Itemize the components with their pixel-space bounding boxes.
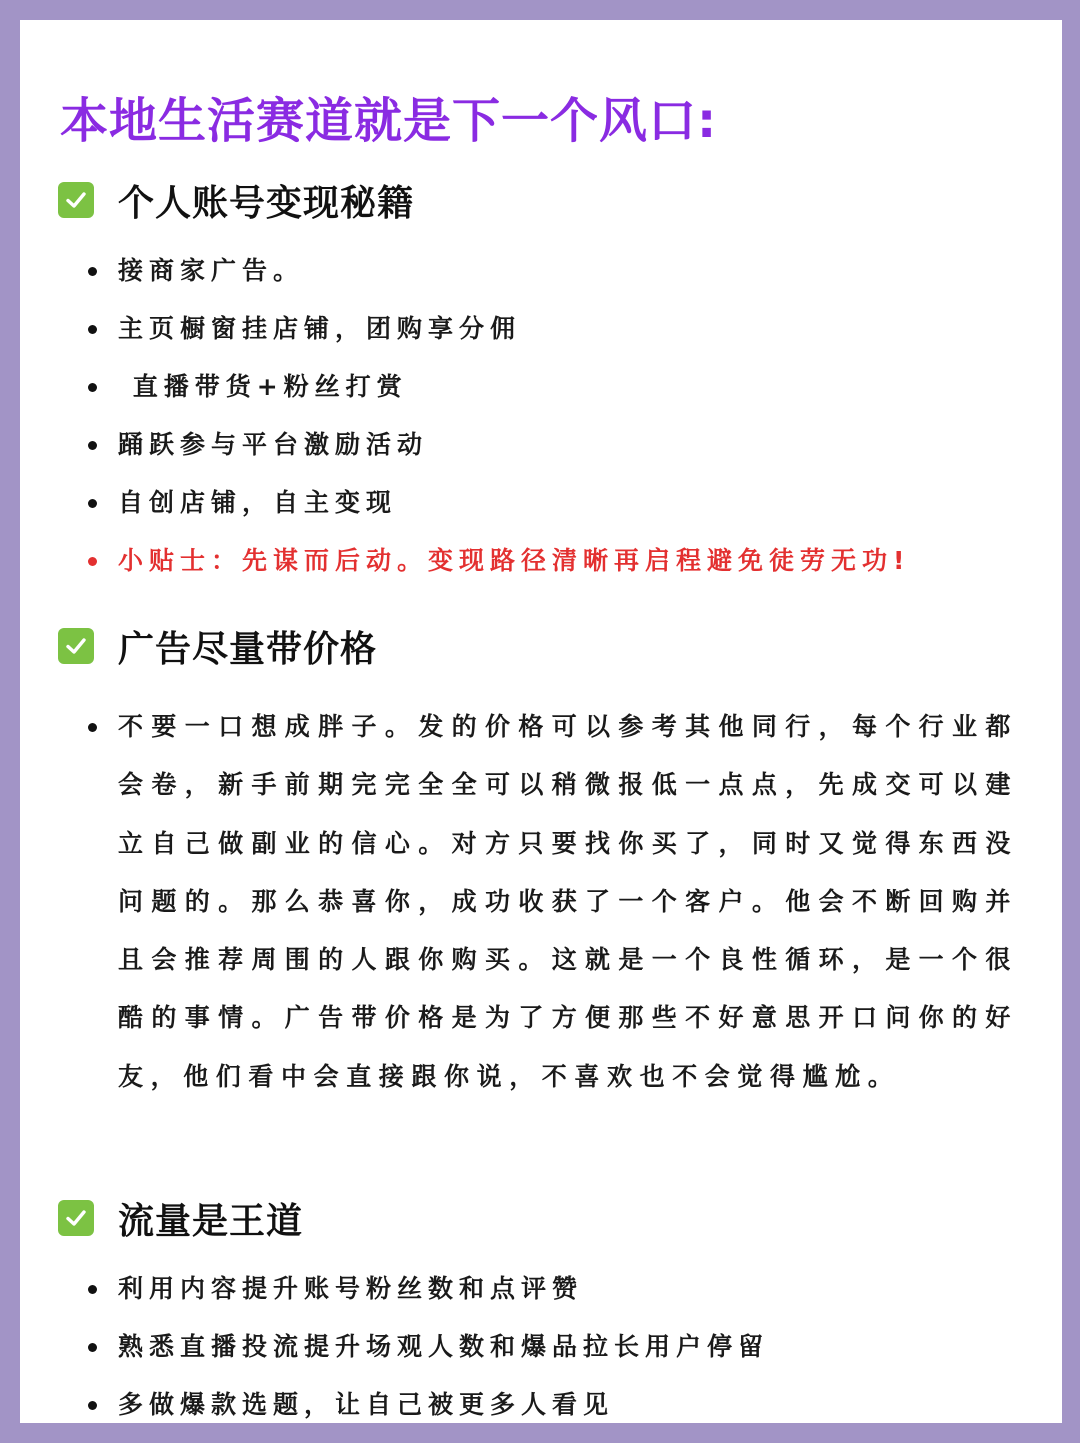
bullet-dot-icon [88, 1401, 97, 1410]
bullet-dot-icon [88, 1285, 97, 1294]
section-title: 个人账号变现秘籍 [118, 182, 415, 224]
paragraph-text: 不要一口想成胖子。发的价格可以参考其他同行，每个行业都会卷，新手前期完完全全可以稍微报低一点点，先成交可以建立自己做副业的信心。对方只要找你买了，同时又觉得东西没问题的。那么恭喜你，成功收获了一个客户。他会不断回购并且会推荐周围的人跟你购买。这就是一个良性循环，是一个很酷的事情。广告带价格是为了方便那些不好意思开口问你的好友，他们看中会直接跟你说，不喜欢也不会觉得尴尬。 [118, 712, 1018, 1091]
list-item: 自创店铺，自主变现 [88, 474, 910, 532]
list-item: 多做爆款选题，让自己被更多人看见 [88, 1376, 769, 1423]
bullet-dot-icon [88, 1343, 97, 1352]
list-item: 主页橱窗挂店铺，团购享分佣 [88, 300, 910, 358]
tip-item: 小贴士：先谋而后动。变现路径清晰再启程避免徒劳无功! [88, 532, 910, 590]
checkmark-icon [58, 1200, 94, 1236]
checkmark-icon [58, 628, 94, 664]
content-card [20, 20, 1062, 1423]
section-title: 广告尽量带价格 [118, 628, 378, 670]
bullet-dot-icon [88, 723, 97, 732]
traffic-list [88, 1260, 769, 1423]
checkmark-icon [58, 182, 94, 218]
pricing-paragraph [88, 698, 1018, 1106]
bullet-dot-icon [88, 441, 97, 450]
page-title: 本地生活赛道就是下一个风口: [60, 93, 718, 149]
list-item: 接商家广告。 [88, 242, 910, 300]
section-header-traffic [58, 1198, 304, 1242]
bullet-dot-icon [88, 325, 97, 334]
bullet-dot-icon [88, 383, 97, 392]
bullet-dot-icon [88, 557, 97, 566]
section-header-monetization [58, 180, 415, 224]
list-item: 熟悉直播投流提升场观人数和爆品拉长用户停留 [88, 1318, 769, 1376]
list-item: 踊跃参与平台激励活动 [88, 416, 910, 474]
section-title: 流量是王道 [118, 1200, 304, 1242]
list-item: 利用内容提升账号粉丝数和点评赞 [88, 1260, 769, 1318]
section-header-pricing [58, 626, 378, 670]
monetization-list [88, 242, 910, 590]
bullet-dot-icon [88, 499, 97, 508]
bullet-dot-icon [88, 267, 97, 276]
list-item: 直播带货+粉丝打赏 [88, 358, 910, 416]
